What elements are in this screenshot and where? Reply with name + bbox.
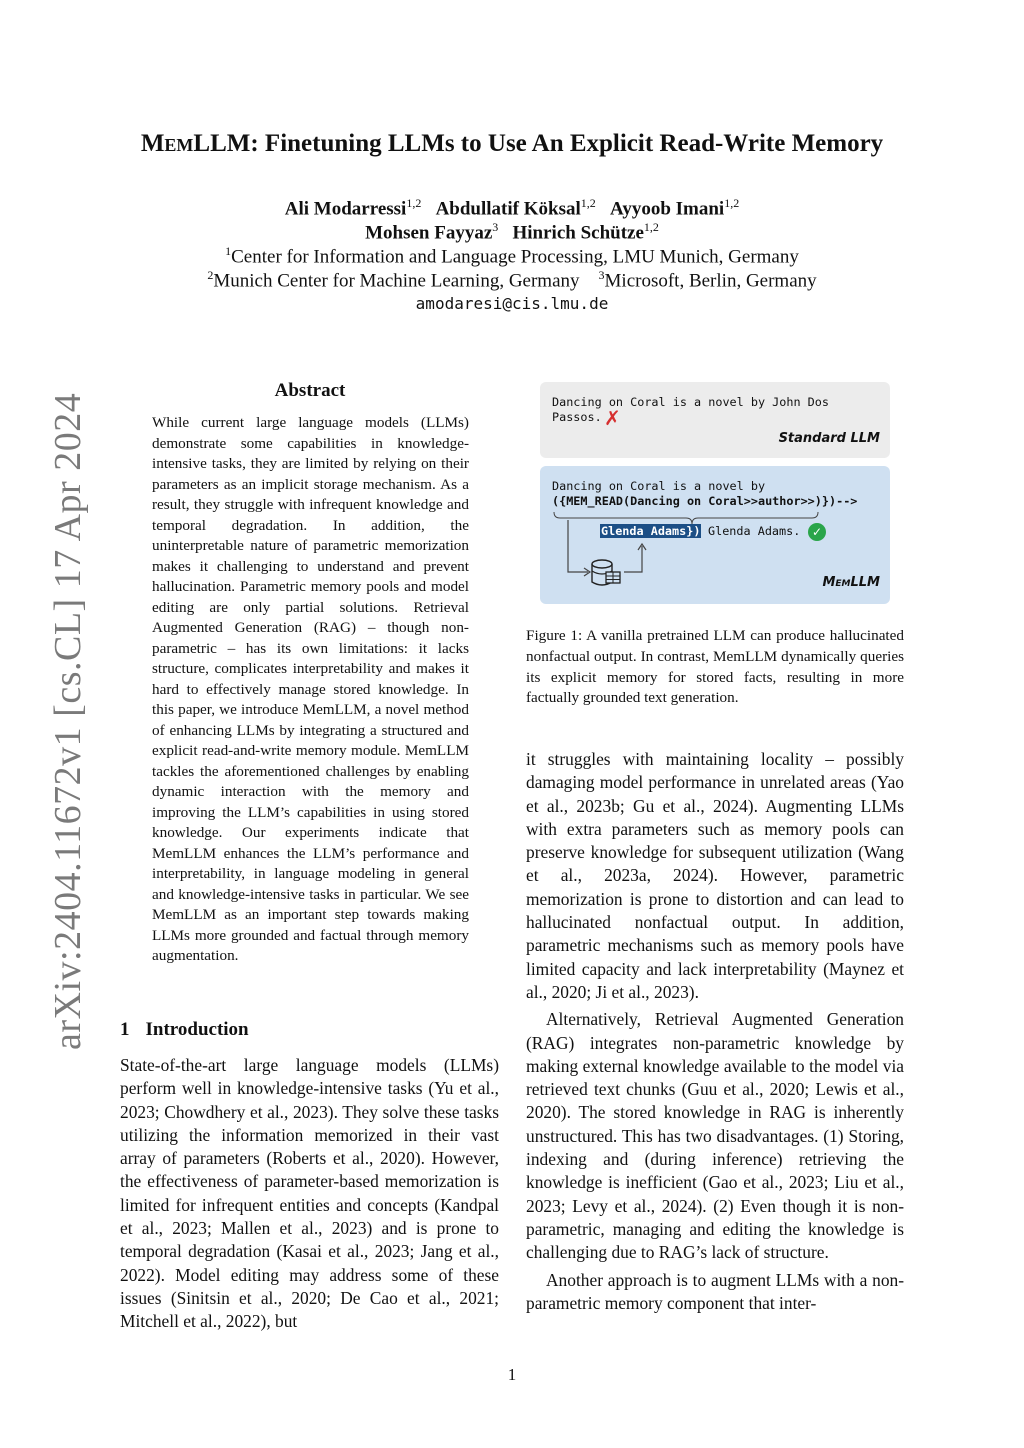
- author-name: Ali Modarressi: [284, 198, 407, 220]
- paper-title: [0, 130, 1024, 158]
- affil-text: Microsoft, Berlin, Germany: [604, 270, 817, 292]
- arxiv-stamp: arXiv:2404.11672v1 [cs.CL] 17 Apr 2024: [47, 392, 89, 1050]
- author-affil-sup: 3: [492, 220, 499, 234]
- query-arrow-line: [568, 520, 588, 572]
- abstract-heading: Abstract: [274, 380, 346, 401]
- author-name: Mohsen Fayyaz: [365, 222, 493, 244]
- section-title: Introduction: [145, 1019, 249, 1040]
- title-system-name: MemLLM: [140, 130, 251, 157]
- standard-llm-output-line-1: Dancing on Coral is a novel by John Dos: [552, 395, 829, 409]
- section-number: 1: [120, 1019, 130, 1040]
- author-line-2: [0, 220, 1024, 244]
- author-name: Hinrich Schütze: [512, 222, 644, 244]
- result-arrow-line: [624, 546, 642, 572]
- affil-text: Center for Information and Language Processing, LMU Munich, Germany: [231, 246, 799, 268]
- memllm-continuation: Glenda Adams.: [708, 524, 801, 538]
- figure-memllm-panel: [540, 466, 890, 604]
- memllm-memory-query: ({MEM_READ(Dancing on Coral>>author>>)})-->: [552, 494, 858, 508]
- figure-1-caption: Figure 1: A vanilla pretrained LLM can produce hallucinated nonfactual output. In contrast, MemLLM dynamically queries its explicit memory for stored facts, resulting in more factually grounded text generation.: [526, 627, 904, 707]
- affiliation-2-3: [0, 268, 1024, 292]
- memllm-output-line-1: Dancing on Coral is a novel by: [552, 479, 766, 493]
- author-affil-sup: 1,2: [724, 196, 740, 210]
- affiliation-1: [0, 244, 1024, 268]
- author-affil-sup: 1,2: [580, 196, 596, 210]
- author-line-1: [0, 196, 1024, 220]
- correct-check-icon: ✓: [808, 523, 826, 541]
- figure-standard-llm-panel: [540, 382, 890, 458]
- abstract-body: While current large language models (LLMs) demonstrate some capabilities in knowledge-intensive tasks, they are limited by relying on their parameters as an implicit storage mechanism. As a result, they struggle with infrequent knowledge and temporal degradation. In addition, the uninterpretable nature of parametric memorization makes it challenging to understand and prevent hallucination. Parametric memory pools and model editing are only partial solutions. Retrieval Augmented Generation (RAG) – though non-parametric – has its own limitations: it lacks structure, complicates interpretability and makes it hard to effectively manage stored knowledge. In this paper, we introduce MemLLM, a novel method of enhancing LLMs by integrating a structured and explicit read-and-write memory module. MemLLM tackles the aforementioned challenges by enabling dynamic interaction with the memory and improving the LLM’s capabilities in using stored knowledge. Our experiments indicate that MemLLM enhances the LLM’s performance and interpretability, in language modeling in general and knowledge-intensive tasks in particular. We see MemLLM as an important step towards making LLMs more grounded and factual through memory augmentation.: [152, 414, 469, 964]
- title-rest: : Finetuning LLMs to Use An Explicit Read-Write Memory: [250, 130, 884, 157]
- database-icon: [592, 560, 620, 585]
- standard-llm-label: Standard LLM: [778, 431, 880, 446]
- intro-left-column: State-of-the-art large language models (LLMs) perform well in knowledge-intensive tasks (Yu et al., 2023; Chowdhery et al., 2023). They solve these tasks utilizing the information memorized in their vast array of parameters (Roberts et al., 2020). However, the effectiveness of parameter-based memorization is limited for infrequent entities and concepts (Kandpal et al., 2023; Mallen et al., 2023) and is prone to temporal degradation (Kasai et al., 2023; Jang et al., 2022). Model editing may address some of these issues (Sinitsin et al., 2020; De Cao et al., 2021; Mitchell et al., 2022), but: [120, 1055, 499, 1332]
- standard-llm-output-line-2: Passos.: [552, 410, 602, 424]
- intro-paragraph: Another approach is to augment LLMs with a non-parametric memory component that inter-: [526, 1269, 904, 1313]
- author-affil-sup: 1,2: [643, 220, 659, 234]
- intro-paragraph: Alternatively, Retrieval Augmented Generation (RAG) integrates non-parametric knowledge by making external knowledge available to the model via retrieved text chunks (Guu et al., 2020; Lewis et al., 2020). The stored knowledge in RAG is inherently unstructured. This has two disadvantages. (1) Storing, indexing and (during inference) retrieving the knowledge is inefficient (Gao et al., 2023; Liu et al., 2023; Levy et al., 2024). (2) Even though it is non-parametric, managing and editing the knowledge is challenging due to RAG’s lack of structure.: [526, 1009, 904, 1263]
- query-brace: [554, 512, 818, 524]
- page-number: 1: [507, 1365, 517, 1384]
- memory-read-result: Glenda Adams}): [601, 524, 701, 538]
- affil-sup: 3: [598, 268, 605, 282]
- affil-sup: 1: [225, 244, 232, 258]
- section-heading-introduction: [120, 1019, 265, 1041]
- wrong-cross-icon: ✗: [604, 406, 621, 430]
- author-affil-sup: 1,2: [406, 196, 422, 210]
- memllm-label: MemLLM: [822, 575, 880, 590]
- affil-sup: 2: [207, 268, 214, 282]
- intro-paragraph: it struggles with maintaining locality – possibly damaging model performance in unrelated areas (Yao et al., 2023b; Gu et al., 2024). Augmenting LLMs with extra parameters such as memory pools can preserve knowledge for subsequent utilization (Wang et al., 2023a, 2024). However, parametric memorization is prone to distortion and can lead to hallucinated nonfactual output. In addition, parametric mechanisms such as memory pools have limited capacity and lack interpretability (Maynez et al., 2020; Ji et al., 2023).: [526, 749, 904, 1002]
- author-name: Abdullatif Köksal: [435, 198, 581, 220]
- author-name: Ayyoob Imani: [610, 198, 725, 220]
- contact-email[interactable]: amodaresi@cis.lmu.de: [415, 294, 609, 313]
- affil-text: Munich Center for Machine Learning, Germany: [213, 270, 580, 292]
- intro-right-column: [526, 748, 904, 1315]
